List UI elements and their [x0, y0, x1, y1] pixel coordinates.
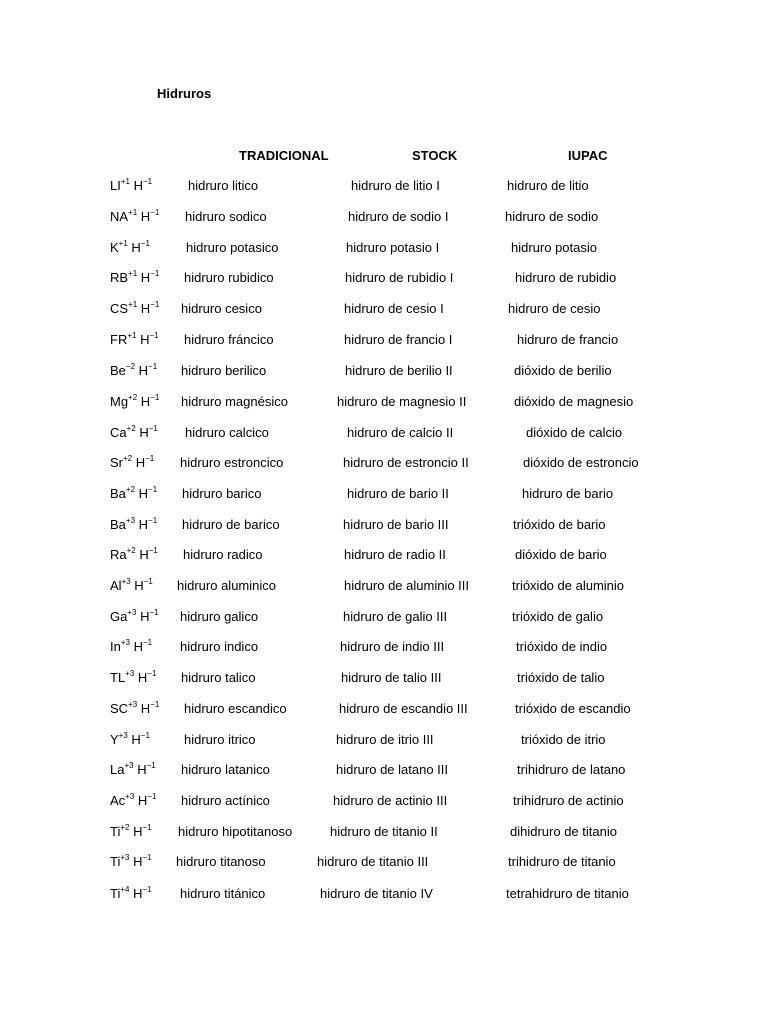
iupac-name: trióxido de indio: [516, 639, 608, 654]
stock-name: hidruro de magnesio II: [337, 394, 467, 409]
tradicional-name: hidruro talico: [181, 670, 256, 685]
element-symbol: TL: [110, 670, 126, 685]
hydrogen-charge: −1: [150, 300, 160, 309]
hydrogen-symbol: H: [135, 547, 149, 562]
element-symbol: LI: [110, 178, 121, 193]
formula-cell: [110, 824, 152, 840]
formula-cell: [110, 270, 159, 286]
stock-name: hidruro de rubidio I: [345, 270, 454, 285]
element-symbol: Ba: [110, 486, 126, 501]
oxidation-state: +3: [120, 638, 130, 647]
hydrogen-charge: −1: [149, 331, 159, 340]
hydrogen-symbol: H: [134, 670, 148, 685]
hydrogen-charge: −1: [147, 792, 157, 801]
stock-name: hidruro de francio I: [344, 332, 453, 347]
hydrogen-charge: −1: [147, 669, 157, 678]
iupac-name: hidruro de francio: [517, 332, 619, 347]
hydrogen-symbol: H: [127, 732, 141, 747]
stock-name: hidruro de indio III: [340, 639, 445, 654]
hydrogen-symbol: H: [135, 363, 149, 378]
formula-cell: [110, 854, 152, 870]
hydrogen-charge: −1: [148, 424, 158, 433]
element-symbol: Ac: [110, 793, 126, 808]
formula-cell: [110, 209, 159, 225]
oxidation-state: +3: [125, 792, 135, 801]
tradicional-name: hidruro galico: [180, 609, 259, 624]
tradicional-name: hidruro barico: [182, 486, 262, 501]
hydrogen-charge: −1: [142, 177, 153, 186]
element-symbol: RB: [110, 270, 129, 285]
iupac-name: dióxido de magnesio: [514, 394, 634, 409]
element-symbol: SC: [110, 701, 129, 716]
oxidation-state: +2: [123, 454, 133, 463]
tradicional-name: hidruro escandico: [184, 701, 287, 716]
formula-cell: [110, 517, 157, 533]
tradicional-name: hidruro hipotitanoso: [178, 824, 293, 839]
hydrogen-charge: −1: [148, 485, 158, 494]
formula-cell: [110, 486, 157, 502]
stock-name: hidruro de titanio III: [317, 854, 429, 869]
formula-cell: [110, 578, 153, 594]
page-title: Hidruros: [157, 86, 212, 101]
element-symbol: Ra: [110, 547, 127, 562]
stock-name: hidruro potasio I: [346, 240, 440, 255]
oxidation-state: −2: [125, 362, 136, 371]
stock-name: hidruro de bario II: [347, 486, 449, 501]
hydrogen-charge: −1: [140, 239, 150, 248]
iupac-name: hidruro potasio: [511, 240, 597, 255]
hydrogen-charge: −1: [142, 823, 152, 832]
hydrogen-charge: −1: [150, 700, 160, 709]
hydrogen-symbol: H: [135, 486, 149, 501]
element-symbol: Mg: [110, 394, 129, 409]
iupac-name: trihidruro de titanio: [508, 854, 616, 869]
oxidation-state: +2: [128, 393, 138, 402]
hydrogen-charge: −1: [150, 269, 160, 278]
hydrogen-charge: −1: [148, 546, 158, 555]
hydrogen-charge: −1: [150, 208, 160, 217]
iupac-name: hidruro de bario: [522, 486, 614, 501]
tradicional-name: hidruro itrico: [184, 732, 256, 747]
element-symbol: Ba: [110, 517, 126, 532]
hydrogen-symbol: H: [129, 854, 143, 869]
oxidation-state: +3: [127, 608, 137, 617]
element-symbol: Ti: [110, 824, 121, 839]
hydrogen-symbol: H: [137, 701, 151, 716]
hydrogen-symbol: H: [129, 886, 143, 901]
stock-name: hidruro de berilio II: [345, 363, 453, 378]
oxidation-state: +3: [125, 669, 135, 678]
oxidation-state: +1: [118, 239, 128, 248]
element-symbol: Ga: [110, 609, 128, 624]
element-symbol: Ti: [110, 886, 121, 901]
hydrogen-symbol: H: [137, 209, 151, 224]
element-symbol: Ti: [110, 854, 121, 869]
tradicional-name: hidruro actínico: [181, 793, 270, 808]
hydrogen-charge: −1: [140, 731, 150, 740]
oxidation-state: +3: [125, 516, 136, 525]
hydrogen-symbol: H: [129, 639, 143, 654]
hydrogen-symbol: H: [135, 425, 149, 440]
formula-cell: [110, 178, 152, 194]
iupac-name: trióxido de aluminio: [512, 578, 625, 593]
tradicional-name: hidruro indico: [180, 639, 259, 654]
stock-name: hidruro de galio III: [343, 609, 448, 624]
stock-name: hidruro de radio II: [344, 547, 446, 562]
tradicional-name: hidruro titánico: [180, 886, 266, 901]
hydrogen-symbol: H: [129, 824, 143, 839]
hydrogen-symbol: H: [136, 609, 150, 624]
formula-cell: [110, 762, 156, 778]
iupac-name: dióxido de calcio: [526, 425, 623, 440]
stock-name: hidruro de itrio III: [336, 732, 434, 747]
tradicional-name: hidruro fráncico: [184, 332, 274, 347]
tradicional-name: hidruro cesico: [181, 301, 262, 316]
hydrogen-symbol: H: [136, 332, 150, 347]
header-iupac: IUPAC: [568, 148, 608, 163]
oxidation-state: +3: [124, 761, 134, 770]
stock-name: hidruro de talio III: [341, 670, 442, 685]
formula-cell: [110, 886, 152, 902]
iupac-name: dióxido de bario: [515, 547, 607, 562]
tradicional-name: hidruro rubidico: [184, 270, 274, 285]
element-symbol: Y: [110, 732, 119, 747]
hydrogen-charge: −1: [146, 761, 156, 770]
tradicional-name: hidruro calcico: [185, 425, 269, 440]
formula-cell: [110, 639, 152, 655]
formula-cell: [110, 363, 157, 379]
oxidation-state: +2: [120, 823, 130, 832]
formula-cell: [110, 332, 159, 348]
iupac-name: hidruro de cesio: [508, 301, 601, 316]
stock-name: hidruro de aluminio III: [344, 578, 470, 593]
tradicional-name: hidruro de barico: [182, 517, 280, 532]
hydrogen-symbol: H: [132, 455, 146, 470]
hydrogen-symbol: H: [134, 793, 148, 808]
iupac-name: trióxido de galio: [512, 609, 604, 624]
hydrogen-charge: −1: [148, 362, 158, 371]
tradicional-name: hidruro latanico: [181, 762, 270, 777]
hydrogen-symbol: H: [127, 240, 141, 255]
tradicional-name: hidruro titanoso: [176, 854, 266, 869]
oxidation-state: +4: [120, 885, 130, 894]
iupac-name: dihidruro de titanio: [510, 824, 617, 839]
oxidation-state: +2: [125, 485, 136, 494]
iupac-name: tetrahidruro de titanio: [506, 886, 629, 901]
element-symbol: Sr: [110, 455, 123, 470]
oxidation-state: +1: [128, 208, 138, 217]
oxidation-state: +1: [120, 177, 130, 186]
stock-name: hidruro de calcio II: [347, 425, 454, 440]
formula-cell: [110, 394, 159, 410]
hydrogen-charge: −1: [142, 853, 152, 862]
stock-name: hidruro de escandio III: [339, 701, 468, 716]
stock-name: hidruro de titanio II: [330, 824, 438, 839]
oxidation-state: +3: [120, 853, 130, 862]
element-symbol: Ca: [110, 425, 127, 440]
hydrogen-symbol: H: [129, 178, 143, 193]
oxidation-state: +1: [127, 331, 137, 340]
iupac-name: dióxido de estroncio: [523, 455, 639, 470]
oxidation-state: +3: [128, 700, 138, 709]
iupac-name: trióxido de bario: [513, 517, 606, 532]
formula-cell: [110, 301, 159, 317]
element-symbol: NA: [110, 209, 129, 224]
hydrogen-symbol: H: [133, 762, 147, 777]
element-symbol: Al: [110, 578, 122, 593]
tradicional-name: hidruro litico: [188, 178, 259, 193]
hydrogen-charge: −1: [142, 885, 152, 894]
iupac-name: trihidruro de actinio: [513, 793, 624, 808]
element-symbol: Be: [110, 363, 126, 378]
hydrogen-charge: −1: [150, 393, 160, 402]
stock-name: hidruro de titanio IV: [320, 886, 433, 901]
hydrogen-charge: −1: [145, 454, 155, 463]
stock-name: hidruro de bario III: [343, 517, 449, 532]
stock-name: hidruro de latano III: [336, 762, 449, 777]
formula-cell: [110, 793, 156, 809]
formula-cell: [110, 701, 159, 717]
formula-cell: [110, 425, 158, 441]
hydrogen-charge: −1: [143, 577, 153, 586]
oxidation-state: +1: [128, 300, 138, 309]
tradicional-name: hidruro estroncico: [180, 455, 284, 470]
formula-cell: [110, 670, 156, 686]
element-symbol: CS: [110, 301, 129, 316]
tradicional-name: hidruro radico: [183, 547, 263, 562]
tradicional-name: hidruro sodico: [185, 209, 267, 224]
oxidation-state: +2: [126, 546, 136, 555]
oxidation-state: +2: [126, 424, 136, 433]
stock-name: hidruro de estroncio II: [343, 455, 469, 470]
hydrogen-charge: −1: [149, 608, 159, 617]
element-symbol: In: [110, 639, 121, 654]
stock-name: hidruro de cesio I: [344, 301, 444, 316]
header-stock: STOCK: [412, 148, 458, 163]
stock-name: hidruro de actinio III: [333, 793, 448, 808]
hydrogen-symbol: H: [137, 270, 151, 285]
hydrogen-charge: −1: [142, 638, 153, 647]
formula-cell: [110, 455, 154, 471]
formula-cell: [110, 609, 159, 625]
tradicional-name: hidruro berilico: [181, 363, 267, 378]
oxidation-state: +3: [121, 577, 131, 586]
tradicional-name: hidruro aluminico: [177, 578, 276, 593]
stock-name: hidruro de litio I: [351, 178, 440, 193]
element-symbol: K: [110, 240, 119, 255]
formula-cell: [110, 547, 158, 563]
stock-name: hidruro de sodio I: [348, 209, 449, 224]
tradicional-name: hidruro potasico: [186, 240, 279, 255]
oxidation-state: +1: [128, 269, 138, 278]
iupac-name: trióxido de talio: [517, 670, 605, 685]
formula-cell: [110, 732, 150, 748]
header-tradicional: TRADICIONAL: [239, 148, 329, 163]
iupac-name: dióxido de berilio: [514, 363, 612, 378]
hydrogen-symbol: H: [137, 301, 151, 316]
iupac-name: trióxido de itrio: [521, 732, 606, 747]
formula-cell: [110, 240, 150, 256]
iupac-name: hidruro de rubidio: [515, 270, 617, 285]
hydrogen-symbol: H: [137, 394, 151, 409]
tradicional-name: hidruro magnésico: [181, 394, 288, 409]
iupac-name: hidruro de litio: [507, 178, 589, 193]
iupac-name: trióxido de escandio: [515, 701, 631, 716]
hydrogen-symbol: H: [130, 578, 144, 593]
hydrogen-charge: −1: [148, 516, 158, 525]
element-symbol: FR: [110, 332, 128, 347]
iupac-name: hidruro de sodio: [505, 209, 599, 224]
oxidation-state: +3: [118, 731, 128, 740]
element-symbol: La: [110, 762, 125, 777]
iupac-name: trihidruro de latano: [517, 762, 626, 777]
hydrogen-symbol: H: [135, 517, 149, 532]
